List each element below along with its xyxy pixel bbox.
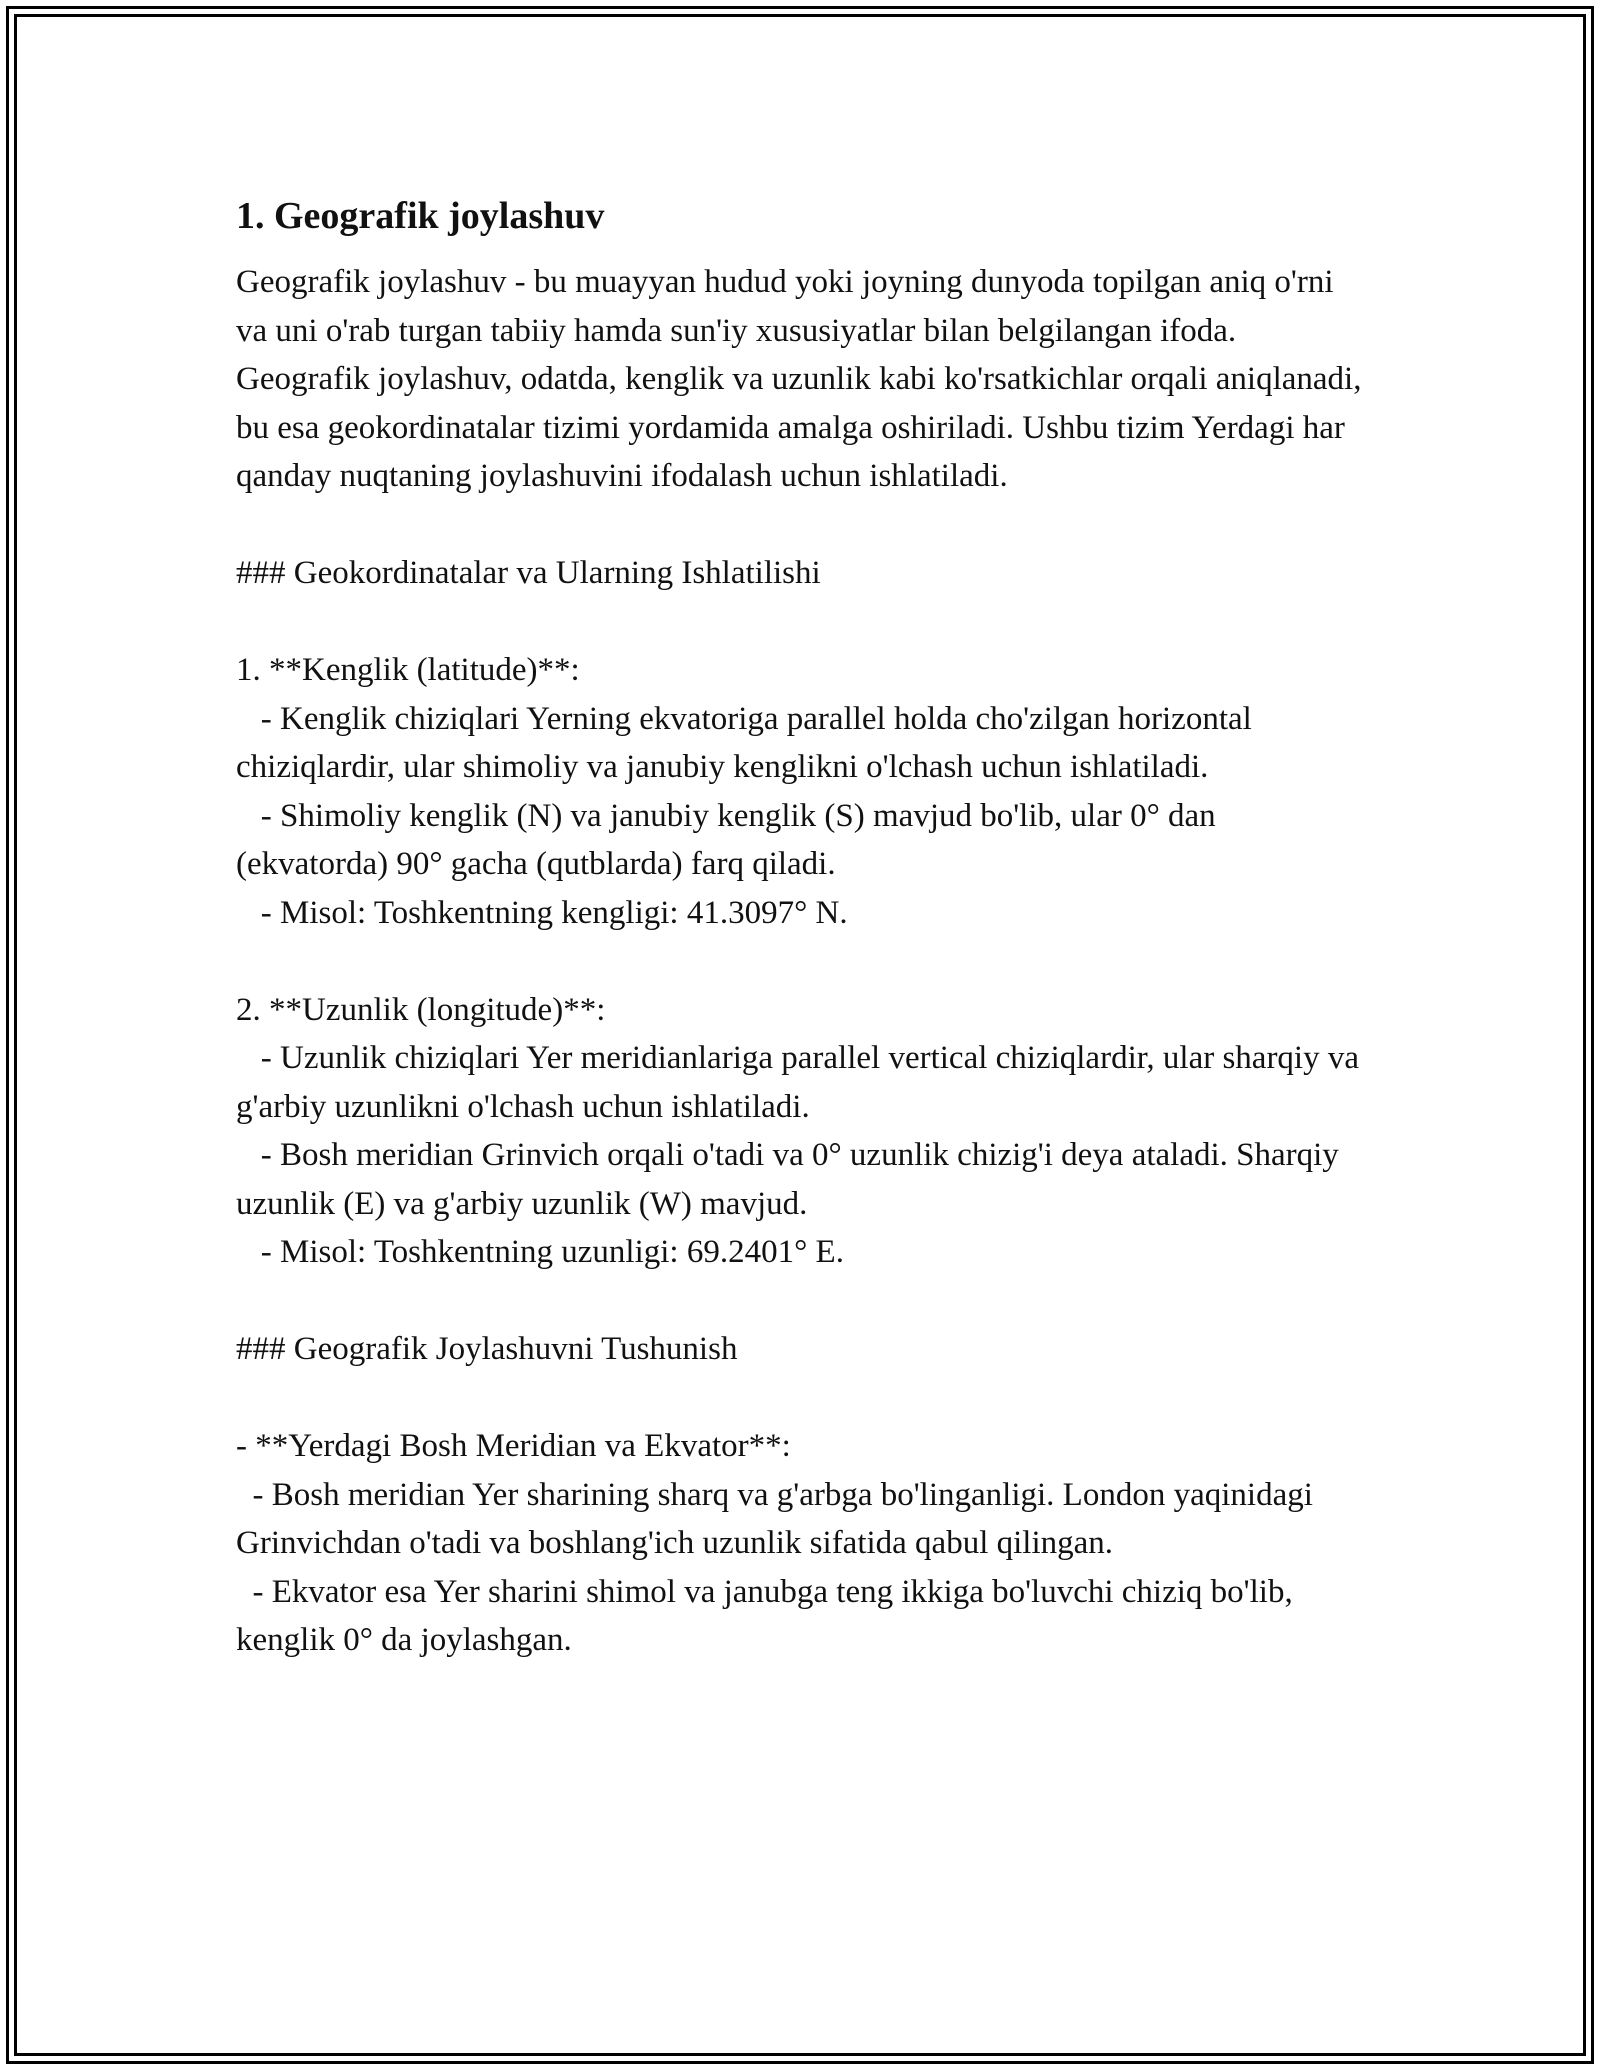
list-item-label: 2. **Uzunlik (longitude)**: <box>236 991 606 1028</box>
page-title: 1. Geografik joylashuv <box>236 195 605 237</box>
spacer <box>236 598 1366 647</box>
spacer <box>236 501 1366 550</box>
spacer <box>236 1277 1366 1326</box>
list-item-label: 1. **Kenglik (latitude)**: <box>236 652 580 688</box>
spacer <box>236 937 1366 986</box>
list-bullet: - Misol: Toshkentning kengligi: 41.3097° N. <box>236 894 848 931</box>
document-body <box>236 186 1370 1665</box>
list-bullet: - Misol: Toshkentning uzunligi: 69.2401° E. <box>236 1234 844 1270</box>
spacer <box>236 1374 1366 1423</box>
list-bullet: - Bosh meridian Grinvich orqali o'tadi va 0° uzunlik chizig'i deya ataladi. Sharqiy uzunlik (E) va g'arbiy uzunlik (W) mavjud. <box>236 1137 1348 1222</box>
section-heading: ### Geokordinatalar va Ularning Ishlatilishi <box>236 555 821 591</box>
intro-paragraph: Geografik joylashuv - bu muayyan hudud yoki joyning dunyoda topilgan aniq o'rni va uni o'rab turgan tabiiy hamda sun'iy xususiyatlar bilan belgilangan ifoda. Geografik joylashuv, odatda, kenglik va uzunlik kabi ko'rsatkichlar orqali aniqlanadi, bu esa geokordinatalar tizimi yordamida amalga oshiriladi. Ushbu tizim Yerdagi har qanday nuqtaning joylashuvini ifodalash uchun ishlatiladi. <box>236 264 1370 494</box>
list-bullet: - Bosh meridian Yer sharining sharq va g'arbga bo'linganligi. London yaqinidagi Grinvichdan o'tadi va boshlang'ich uzunlik sifatida qabul qilingan. <box>236 1476 1322 1561</box>
list-bullet: - Uzunlik chiziqlari Yer meridianlariga parallel vertical chiziqlardir, ular sharqiy va g'arbiy uzunlikni o'lchash uchun ishlatiladi. <box>236 1040 1368 1125</box>
list-item-label: - **Yerdagi Bosh Meridian va Ekvator**: <box>236 1428 791 1464</box>
section-heading: ### Geografik Joylashuvni Tushunish <box>236 1331 738 1367</box>
list-bullet: - Ekvator esa Yer sharini shimol va janubga teng ikkiga bo'luvchi chiziq bo'lib, kenglik 0° da joylashgan. <box>236 1573 1301 1658</box>
list-bullet: - Shimoliy kenglik (N) va janubiy kenglik (S) mavjud bo'lib, ular 0° dan (ekvatorda) 90° gacha (qutblarda) farq qiladi. <box>236 797 1224 882</box>
list-bullet: - Kenglik chiziqlari Yerning ekvatoriga parallel holda cho'zilgan horizontal chiziqlardir, ular shimoliy va janubiy kenglikni o'lchash uchun ishlatiladi. <box>236 700 1261 785</box>
